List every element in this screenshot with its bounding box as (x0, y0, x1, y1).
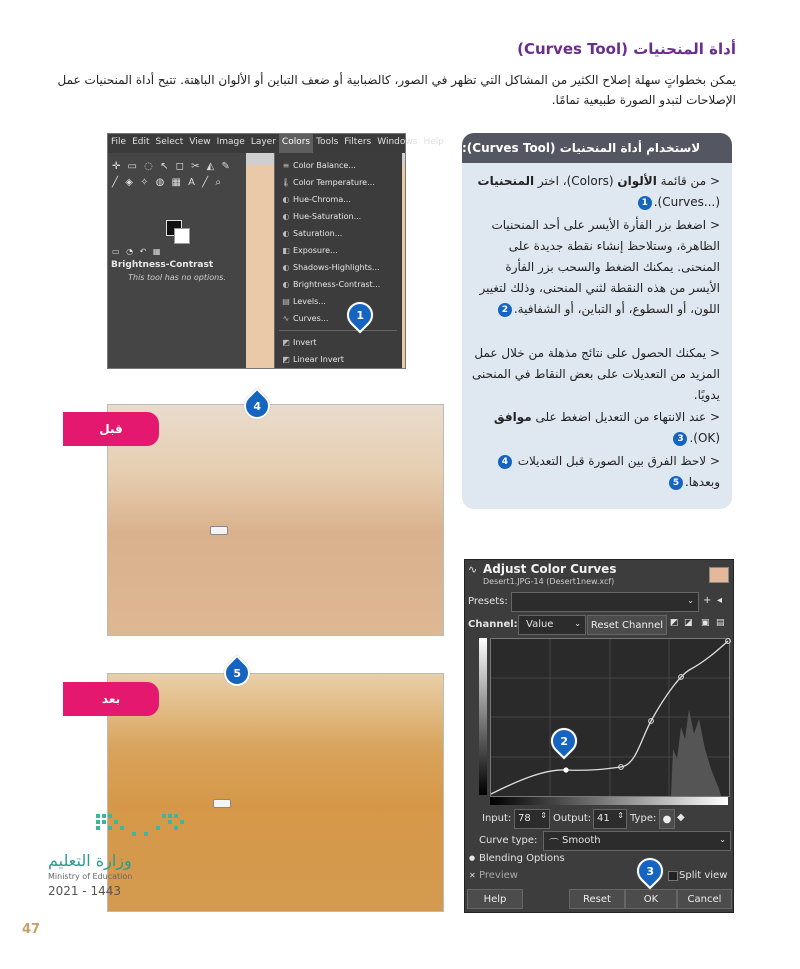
marker-5: 5 (219, 655, 256, 692)
menu-filters[interactable]: Filters (344, 137, 372, 147)
menu-layer[interactable]: Layer (250, 137, 276, 147)
presets-select[interactable] (511, 592, 699, 612)
image-thumbnail (709, 567, 729, 583)
page-number: 47 (22, 922, 41, 937)
output-spinbox[interactable]: 41 ⇕ (593, 809, 627, 829)
cancel-button[interactable]: Cancel (677, 889, 732, 909)
split-view-label: Split view (679, 870, 728, 881)
step-3: < يمكنك الحصول على نتائج مذهلة من خلال عمل المزيد من التعديلات على بعض النقاط في المنحنى يدويًا. (471, 346, 720, 402)
preview-label: Preview (479, 870, 518, 881)
step-4: < عند الانتهاء من التعديل اضغط على موافق (OK).3 (493, 410, 720, 445)
add-preset-icon[interactable]: + (703, 595, 712, 606)
presets-label: Presets: (468, 596, 508, 607)
car-in-desert (213, 799, 231, 808)
log-histogram-icon[interactable]: ◪ (684, 618, 693, 628)
menu-item-hue-chroma[interactable]: ◐ Hue-Chroma... (275, 191, 402, 208)
menu-item-levels[interactable]: ▤ Levels... (275, 293, 402, 310)
ministry-name-english: Ministry of Education (48, 872, 133, 881)
gimp-colors-menu-screenshot (107, 133, 444, 369)
curves-dialog-icon: ∿ (468, 563, 478, 576)
menu-item-exposure[interactable]: ◧ Exposure... (275, 242, 402, 259)
toolbox (108, 153, 246, 368)
dialog-title: Adjust Color Curves (483, 562, 617, 576)
tool-icons-row-2[interactable]: ╱ ◈ ✧ ◍ ▦ A ╱ ⌕ (112, 177, 223, 188)
marker-3: 3 (632, 853, 669, 890)
exposure-icon: ◧ (282, 246, 290, 255)
hue-saturation-icon: ◐ (282, 212, 290, 221)
spin-arrows-icon: ⇕ (617, 811, 624, 820)
menu-item-invert[interactable]: ◩ Invert (275, 334, 402, 351)
preview-checkbox[interactable]: ✕ (469, 871, 476, 880)
menu-separator (279, 330, 397, 331)
expander-icon[interactable]: ● (469, 854, 476, 862)
menu-file[interactable]: File (111, 137, 127, 147)
menu-item-saturation[interactable]: ◐ Saturation... (275, 225, 402, 242)
chevron-down-icon: ⌄ (574, 619, 581, 628)
spin-arrows-icon: ⇕ (540, 811, 547, 820)
instructions-box (462, 133, 732, 509)
horizontal-value-gradient (490, 797, 728, 805)
blending-options-expander[interactable]: Blending Options (479, 853, 565, 864)
menu-help[interactable]: Help (423, 137, 444, 147)
menu-item-hue-saturation[interactable]: ◐ Hue-Saturation... (275, 208, 402, 225)
type-label: Type: (630, 813, 657, 824)
menu-item-shadows-highlights[interactable]: ◐ Shadows-Highlights... (275, 259, 402, 276)
menu-windows[interactable]: Windows (377, 137, 418, 147)
menu-view[interactable]: View (189, 137, 211, 147)
chevron-down-icon: ⌄ (687, 596, 694, 605)
ministry-logo-mark (92, 808, 196, 848)
adjust-color-curves-dialog (464, 559, 734, 913)
curves-icon: ∿ (282, 314, 290, 323)
tool-options-note: This tool has no options. (128, 273, 226, 282)
step-1: < من قائمة الألوان (Colors)، اختر المنحنيات (...Curves).1 (477, 174, 720, 209)
thermometer-icon: 🌡 (280, 178, 292, 187)
curve-type-select[interactable]: ⌒ Smooth ⌄ (543, 831, 731, 851)
menu-item-color-temperature[interactable]: 🌡 Color Temperature... (280, 178, 375, 187)
reset-channel-button[interactable]: Reset Channel (587, 615, 667, 635)
step-number-2: 2 (498, 303, 512, 317)
menu-item-curves[interactable]: ∿ Curves... (275, 310, 402, 327)
preset-menu-icon[interactable]: ◂ (717, 595, 723, 606)
histogram (671, 709, 721, 796)
curve-svg[interactable] (491, 639, 729, 796)
saturation-icon: ◐ (282, 229, 290, 238)
step-number-4: 4 (498, 455, 512, 469)
ministry-name-arabic: وزارة التعليم (48, 851, 132, 870)
shadows-highlights-icon: ◐ (282, 263, 290, 272)
academic-year: 2021 - 1443 (48, 884, 122, 898)
corner-point-icon[interactable]: ◆ (677, 812, 685, 823)
channel-label: Channel: (468, 619, 518, 630)
brightness-contrast-icon: ◐ (282, 280, 290, 289)
menu-colors[interactable]: Colors (279, 134, 313, 153)
curve-graph[interactable] (490, 638, 730, 797)
channel-select[interactable]: Value ⌄ (518, 615, 586, 635)
menubar (108, 134, 444, 153)
menu-item-brightness-contrast[interactable]: ◐ Brightness-Contrast... (275, 276, 402, 293)
menu-select[interactable]: Select (155, 137, 184, 147)
vertical-value-gradient (479, 638, 487, 795)
after-tag: بعد (63, 682, 159, 716)
smooth-point-icon[interactable]: ● (659, 809, 675, 829)
colors-dropdown-menu (274, 153, 402, 368)
linear-invert-icon: ◩ (282, 355, 290, 364)
tool-options-icons[interactable]: ▭ ◔ ↶ ▦ (112, 247, 163, 256)
chevron-down-icon: ⌄ (719, 835, 726, 844)
ok-button[interactable]: OK (625, 889, 677, 909)
menu-edit[interactable]: Edit (132, 137, 150, 147)
step-number-1: 1 (638, 196, 652, 210)
output-label: Output: (553, 813, 592, 824)
hue-chroma-icon: ◐ (282, 195, 290, 204)
dialog-subtitle: Desert1.JPG-14 (Desert1new.xcf) (483, 577, 615, 586)
step-number-3: 3 (673, 432, 687, 446)
curve-type-label: Curve type: (479, 835, 538, 846)
instructions-header: لاستخدام أداة المنحنيات (Curves Tool): (462, 133, 732, 163)
freehand-curve-icon[interactable]: ▤ (716, 618, 725, 628)
curve-point-selected[interactable] (563, 767, 568, 772)
color-balance-icon: ≡ (282, 161, 290, 170)
section-title: أداة المنحنيات (Curves Tool) (517, 40, 736, 58)
intro-paragraph: يمكن بخطواتٍ سهلة إصلاح الكثير من المشاكل التي تظهر في الصور، كالضبابية أو ضعف التباين أو الألوان الباهتة. تتيح أداة المنحنيات عمل الإصلاحات لتبدو الصورة طبيعية تمامًا. (57, 73, 736, 107)
step-5: < لاحظ الفرق بين الصورة قبل التعديلات 4 وبعدها.5 (472, 451, 720, 493)
menu-item-linear-invert[interactable]: ◩ Linear Invert (275, 351, 402, 368)
menu-tools[interactable]: Tools (316, 137, 339, 147)
marker-4: 4 (239, 388, 276, 425)
invert-icon: ◩ (282, 338, 290, 347)
levels-icon: ▤ (282, 297, 290, 306)
linear-histogram-icon[interactable]: ◩ (670, 618, 679, 628)
input-spinbox[interactable]: 78 ⇕ (514, 809, 550, 829)
smooth-curve-icon[interactable]: ▣ (701, 618, 710, 628)
tool-icons-row-1[interactable]: ✛ ▭ ◌ ↖ ◻ ✂ ◭ ✎ (112, 161, 232, 172)
step-2: < اضغط بزر الفأرة الأيسر على أحد المنحنيات الظاهرة، وستلاحظ إنشاء نقطة جديدة على المنحنى. يمكنك الضغط والسحب بزر الفأرة الأيسر من هذه النقطة لثني المنحنى، وذلك لتغيير اللون، أو السطوع، أو التباين، أو الشفافية.2 (479, 218, 720, 316)
marker-2: 2 (546, 723, 583, 760)
menu-image[interactable]: Image (216, 137, 245, 147)
split-view-checkbox[interactable] (668, 871, 678, 881)
background-color-swatch[interactable] (174, 228, 190, 244)
marker-1: 1 (342, 297, 379, 334)
input-label: Input: (482, 813, 512, 824)
smooth-curve-icon: ⌒ (549, 839, 559, 850)
menu-item-color-balance[interactable]: ≡ Color Balance... (275, 157, 402, 174)
help-button[interactable]: Help (467, 889, 523, 909)
before-tag: قبل (63, 412, 159, 446)
step-number-5: 5 (669, 476, 683, 490)
car-in-desert (210, 526, 228, 535)
reset-button[interactable]: Reset (569, 889, 625, 909)
tool-options-title: Brightness-Contrast (111, 260, 214, 270)
